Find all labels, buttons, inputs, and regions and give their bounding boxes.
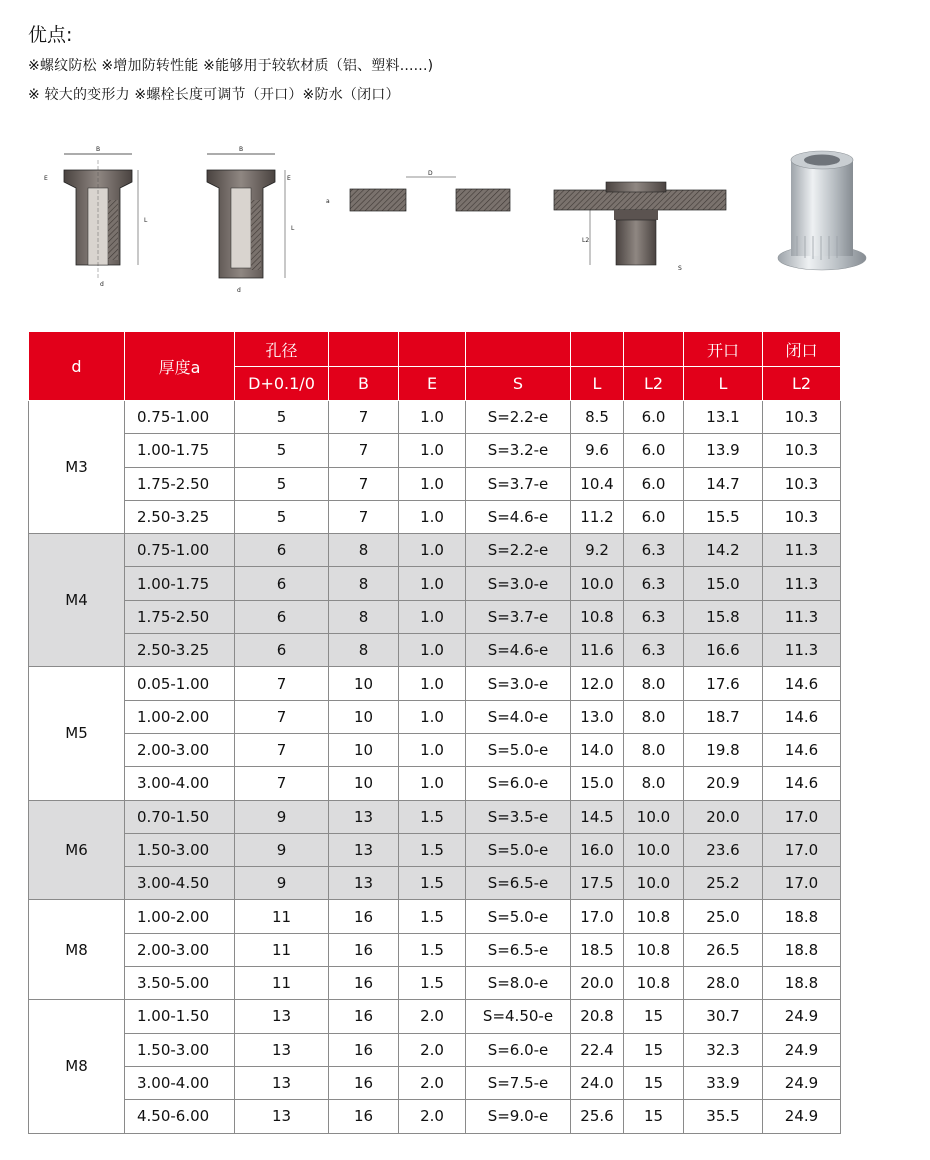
l2-cell: 15 bbox=[624, 1100, 684, 1133]
open-l-cell: 19.8 bbox=[684, 733, 763, 766]
e-cell: 2.0 bbox=[399, 1033, 466, 1066]
l-cell: 17.5 bbox=[571, 867, 624, 900]
l-cell: 14.0 bbox=[571, 733, 624, 766]
b-cell: 7 bbox=[329, 401, 399, 434]
hole-diameter-cell: 7 bbox=[235, 667, 329, 700]
l2-cell: 10.0 bbox=[624, 833, 684, 866]
hole-diameter-cell: 5 bbox=[235, 500, 329, 533]
l2-cell: 6.3 bbox=[624, 634, 684, 667]
hole-diameter-cell: 9 bbox=[235, 800, 329, 833]
table-row bbox=[29, 1100, 841, 1133]
s-cell: S=2.2-e bbox=[466, 534, 571, 567]
s-cell: S=5.0-e bbox=[466, 733, 571, 766]
e-cell: 1.0 bbox=[399, 500, 466, 533]
l-cell: 10.8 bbox=[571, 600, 624, 633]
table-row bbox=[29, 434, 841, 467]
s-cell: S=6.0-e bbox=[466, 767, 571, 800]
b-cell: 8 bbox=[329, 534, 399, 567]
table-row bbox=[29, 733, 841, 766]
hole-diameter-cell: 7 bbox=[235, 733, 329, 766]
l-cell: 22.4 bbox=[571, 1033, 624, 1066]
b-cell: 16 bbox=[329, 1066, 399, 1099]
closed-l2-cell: 17.0 bbox=[763, 833, 841, 866]
s-cell: S=4.6-e bbox=[466, 634, 571, 667]
closed-l2-cell: 18.8 bbox=[763, 900, 841, 933]
label-B: B bbox=[96, 146, 101, 153]
open-l-cell: 30.7 bbox=[684, 1000, 763, 1033]
table-row bbox=[29, 767, 841, 800]
hole-diameter-cell: 9 bbox=[235, 867, 329, 900]
thickness-cell: 3.00-4.50 bbox=[125, 867, 235, 900]
l-cell: 10.4 bbox=[571, 467, 624, 500]
s-cell: S=4.0-e bbox=[466, 700, 571, 733]
s-cell: S=3.0-e bbox=[466, 667, 571, 700]
label-L-2: L bbox=[291, 225, 295, 232]
s-cell: S=4.6-e bbox=[466, 500, 571, 533]
l2-cell: 6.3 bbox=[624, 600, 684, 633]
header-E: E bbox=[399, 367, 466, 401]
installed-rivet-nut-drawing bbox=[550, 170, 730, 290]
label-S: S bbox=[678, 265, 682, 272]
header-S: S bbox=[466, 367, 571, 401]
table-row bbox=[29, 967, 841, 1000]
header-open: 开口 bbox=[684, 332, 763, 367]
label-B-2: B bbox=[239, 146, 244, 153]
table-row bbox=[29, 800, 841, 833]
open-l-cell: 16.6 bbox=[684, 634, 763, 667]
header-blank bbox=[399, 332, 466, 367]
open-l-cell: 20.0 bbox=[684, 800, 763, 833]
closed-l2-cell: 24.9 bbox=[763, 1000, 841, 1033]
table-row bbox=[29, 500, 841, 533]
header-d: d bbox=[29, 332, 125, 401]
header-thickness: 厚度a bbox=[125, 332, 235, 401]
table-row bbox=[29, 900, 841, 933]
table-row bbox=[29, 467, 841, 500]
thickness-cell: 1.00-1.75 bbox=[125, 567, 235, 600]
e-cell: 1.5 bbox=[399, 933, 466, 966]
s-cell: S=4.50-e bbox=[466, 1000, 571, 1033]
thickness-cell: 0.75-1.00 bbox=[125, 401, 235, 434]
e-cell: 1.0 bbox=[399, 467, 466, 500]
b-cell: 10 bbox=[329, 733, 399, 766]
b-cell: 7 bbox=[329, 467, 399, 500]
header-blank bbox=[624, 332, 684, 367]
open-l-cell: 13.9 bbox=[684, 434, 763, 467]
size-cell: M4 bbox=[29, 534, 125, 667]
open-l-cell: 15.0 bbox=[684, 567, 763, 600]
l-cell: 9.6 bbox=[571, 434, 624, 467]
e-cell: 1.0 bbox=[399, 534, 466, 567]
open-l-cell: 25.0 bbox=[684, 900, 763, 933]
b-cell: 10 bbox=[329, 667, 399, 700]
b-cell: 16 bbox=[329, 900, 399, 933]
thickness-cell: 1.00-2.00 bbox=[125, 700, 235, 733]
e-cell: 1.0 bbox=[399, 667, 466, 700]
l2-cell: 6.0 bbox=[624, 500, 684, 533]
closed-l2-cell: 14.6 bbox=[763, 667, 841, 700]
l-cell: 11.2 bbox=[571, 500, 624, 533]
l-cell: 14.5 bbox=[571, 800, 624, 833]
closed-l2-cell: 24.9 bbox=[763, 1066, 841, 1099]
table-row bbox=[29, 634, 841, 667]
open-l-cell: 23.6 bbox=[684, 833, 763, 866]
header-blank bbox=[329, 332, 399, 367]
s-cell: S=6.5-e bbox=[466, 933, 571, 966]
closed-l2-cell: 24.9 bbox=[763, 1033, 841, 1066]
e-cell: 1.0 bbox=[399, 567, 466, 600]
s-cell: S=3.7-e bbox=[466, 600, 571, 633]
e-cell: 2.0 bbox=[399, 1100, 466, 1133]
closed-l2-cell: 11.3 bbox=[763, 600, 841, 633]
closed-l2-cell: 11.3 bbox=[763, 534, 841, 567]
s-cell: S=2.2-e bbox=[466, 401, 571, 434]
l-cell: 24.0 bbox=[571, 1066, 624, 1099]
header-blank bbox=[571, 332, 624, 367]
table-row bbox=[29, 700, 841, 733]
closed-l2-cell: 10.3 bbox=[763, 500, 841, 533]
l2-cell: 10.0 bbox=[624, 800, 684, 833]
size-cell: M5 bbox=[29, 667, 125, 800]
l2-cell: 10.8 bbox=[624, 900, 684, 933]
l2-cell: 15 bbox=[624, 1033, 684, 1066]
thickness-cell: 1.00-2.00 bbox=[125, 900, 235, 933]
rivet-nut-section-closed-drawing bbox=[195, 140, 315, 300]
label-d: d bbox=[100, 281, 104, 288]
l2-cell: 10.0 bbox=[624, 867, 684, 900]
open-l-cell: 17.6 bbox=[684, 667, 763, 700]
size-cell: M8 bbox=[29, 900, 125, 1000]
e-cell: 1.0 bbox=[399, 401, 466, 434]
closed-l2-cell: 10.3 bbox=[763, 467, 841, 500]
table-row bbox=[29, 933, 841, 966]
e-cell: 1.5 bbox=[399, 900, 466, 933]
hole-diameter-cell: 11 bbox=[235, 933, 329, 966]
hole-diameter-cell: 5 bbox=[235, 401, 329, 434]
table-row bbox=[29, 534, 841, 567]
closed-l2-cell: 11.3 bbox=[763, 567, 841, 600]
s-cell: S=8.0-e bbox=[466, 967, 571, 1000]
closed-l2-cell: 14.6 bbox=[763, 733, 841, 766]
closed-l2-cell: 18.8 bbox=[763, 967, 841, 1000]
l2-cell: 15 bbox=[624, 1066, 684, 1099]
b-cell: 8 bbox=[329, 634, 399, 667]
l2-cell: 8.0 bbox=[624, 733, 684, 766]
header-L2: L2 bbox=[624, 367, 684, 401]
l-cell: 9.2 bbox=[571, 534, 624, 567]
thickness-cell: 2.00-3.00 bbox=[125, 733, 235, 766]
s-cell: S=6.5-e bbox=[466, 867, 571, 900]
l2-cell: 6.3 bbox=[624, 567, 684, 600]
header-hole: 孔径 bbox=[235, 332, 329, 367]
closed-l2-cell: 10.3 bbox=[763, 434, 841, 467]
b-cell: 13 bbox=[329, 867, 399, 900]
b-cell: 10 bbox=[329, 767, 399, 800]
header-L: L bbox=[571, 367, 624, 401]
l-cell: 20.8 bbox=[571, 1000, 624, 1033]
open-l-cell: 13.1 bbox=[684, 401, 763, 434]
b-cell: 8 bbox=[329, 600, 399, 633]
specification-table-body bbox=[29, 401, 841, 1134]
open-l-cell: 15.5 bbox=[684, 500, 763, 533]
closed-l2-cell: 10.3 bbox=[763, 401, 841, 434]
table-row bbox=[29, 600, 841, 633]
l2-cell: 6.0 bbox=[624, 434, 684, 467]
table-row bbox=[29, 667, 841, 700]
e-cell: 1.0 bbox=[399, 700, 466, 733]
l2-cell: 10.8 bbox=[624, 933, 684, 966]
e-cell: 1.0 bbox=[399, 767, 466, 800]
label-d-2: d bbox=[237, 287, 241, 294]
s-cell: S=3.0-e bbox=[466, 567, 571, 600]
e-cell: 1.0 bbox=[399, 600, 466, 633]
closed-l2-cell: 24.9 bbox=[763, 1100, 841, 1133]
open-l-cell: 18.7 bbox=[684, 700, 763, 733]
table-row bbox=[29, 567, 841, 600]
size-cell: M3 bbox=[29, 401, 125, 534]
hole-diameter-cell: 5 bbox=[235, 434, 329, 467]
hole-diameter-cell: 13 bbox=[235, 1000, 329, 1033]
s-cell: S=3.2-e bbox=[466, 434, 571, 467]
l-cell: 8.5 bbox=[571, 401, 624, 434]
b-cell: 16 bbox=[329, 967, 399, 1000]
size-cell: M8 bbox=[29, 1000, 125, 1133]
hole-diameter-cell: 7 bbox=[235, 700, 329, 733]
s-cell: S=3.7-e bbox=[466, 467, 571, 500]
label-E-2: E bbox=[287, 175, 291, 182]
e-cell: 1.5 bbox=[399, 833, 466, 866]
advantages-line-1: ※螺纹防松 ※增加防转性能 ※能够用于较软材质（铝、塑料......) bbox=[28, 58, 434, 74]
closed-l2-cell: 11.3 bbox=[763, 634, 841, 667]
thickness-cell: 0.70-1.50 bbox=[125, 800, 235, 833]
header-closed: 闭口 bbox=[763, 332, 841, 367]
open-l-cell: 26.5 bbox=[684, 933, 763, 966]
thickness-cell: 1.00-1.50 bbox=[125, 1000, 235, 1033]
l-cell: 12.0 bbox=[571, 667, 624, 700]
advantages-title: 优点: bbox=[28, 24, 73, 46]
closed-l2-cell: 18.8 bbox=[763, 933, 841, 966]
e-cell: 1.0 bbox=[399, 634, 466, 667]
b-cell: 16 bbox=[329, 1033, 399, 1066]
open-l-cell: 25.2 bbox=[684, 867, 763, 900]
header-D: D+0.1/0 bbox=[235, 367, 329, 401]
hole-diameter-cell: 13 bbox=[235, 1066, 329, 1099]
b-cell: 16 bbox=[329, 1100, 399, 1133]
open-l-cell: 14.2 bbox=[684, 534, 763, 567]
table-row bbox=[29, 833, 841, 866]
b-cell: 10 bbox=[329, 700, 399, 733]
rivet-nut-product-photo bbox=[775, 140, 870, 280]
advantages-line-2: ※ 较大的变形力 ※螺栓长度可调节（开口）※防水（闭口） bbox=[28, 87, 400, 103]
b-cell: 7 bbox=[329, 434, 399, 467]
l-cell: 18.5 bbox=[571, 933, 624, 966]
thickness-cell: 1.75-2.50 bbox=[125, 467, 235, 500]
thickness-cell: 1.75-2.50 bbox=[125, 600, 235, 633]
label-L: L bbox=[144, 217, 148, 224]
hole-diameter-cell: 9 bbox=[235, 833, 329, 866]
table-row bbox=[29, 401, 841, 434]
label-a: a bbox=[326, 198, 330, 205]
s-cell: S=7.5-e bbox=[466, 1066, 571, 1099]
b-cell: 13 bbox=[329, 833, 399, 866]
l-cell: 17.0 bbox=[571, 900, 624, 933]
hole-diameter-cell: 6 bbox=[235, 600, 329, 633]
header-blank bbox=[466, 332, 571, 367]
l-cell: 11.6 bbox=[571, 634, 624, 667]
e-cell: 1.5 bbox=[399, 967, 466, 1000]
label-E: E bbox=[44, 175, 48, 182]
closed-l2-cell: 14.6 bbox=[763, 700, 841, 733]
size-cell: M6 bbox=[29, 800, 125, 900]
table-row bbox=[29, 1033, 841, 1066]
l-cell: 16.0 bbox=[571, 833, 624, 866]
open-l-cell: 32.3 bbox=[684, 1033, 763, 1066]
hole-diameter-cell: 6 bbox=[235, 567, 329, 600]
label-D: D bbox=[428, 170, 433, 177]
open-l-cell: 15.8 bbox=[684, 600, 763, 633]
l-cell: 20.0 bbox=[571, 967, 624, 1000]
hole-diameter-cell: 13 bbox=[235, 1033, 329, 1066]
l-cell: 25.6 bbox=[571, 1100, 624, 1133]
l2-cell: 15 bbox=[624, 1000, 684, 1033]
l2-cell: 6.3 bbox=[624, 534, 684, 567]
l2-cell: 8.0 bbox=[624, 767, 684, 800]
e-cell: 2.0 bbox=[399, 1000, 466, 1033]
hole-diameter-cell: 6 bbox=[235, 534, 329, 567]
hole-diameter-cell: 7 bbox=[235, 767, 329, 800]
thickness-cell: 2.00-3.00 bbox=[125, 933, 235, 966]
b-cell: 7 bbox=[329, 500, 399, 533]
thickness-cell: 1.50-3.00 bbox=[125, 1033, 235, 1066]
s-cell: S=5.0-e bbox=[466, 900, 571, 933]
hole-diameter-cell: 5 bbox=[235, 467, 329, 500]
open-l-cell: 14.7 bbox=[684, 467, 763, 500]
closed-l2-cell: 14.6 bbox=[763, 767, 841, 800]
table-row bbox=[29, 1066, 841, 1099]
e-cell: 1.0 bbox=[399, 434, 466, 467]
b-cell: 16 bbox=[329, 1000, 399, 1033]
s-cell: S=3.5-e bbox=[466, 800, 571, 833]
thickness-cell: 1.00-1.75 bbox=[125, 434, 235, 467]
thickness-cell: 1.50-3.00 bbox=[125, 833, 235, 866]
thickness-cell: 0.75-1.00 bbox=[125, 534, 235, 567]
table-row bbox=[29, 867, 841, 900]
e-cell: 1.5 bbox=[399, 867, 466, 900]
l-cell: 15.0 bbox=[571, 767, 624, 800]
rivet-nut-section-open-drawing bbox=[40, 140, 160, 300]
open-l-cell: 28.0 bbox=[684, 967, 763, 1000]
thickness-cell: 4.50-6.00 bbox=[125, 1100, 235, 1133]
hole-diameter-cell: 6 bbox=[235, 634, 329, 667]
b-cell: 13 bbox=[329, 800, 399, 833]
plate-hole-drawing bbox=[320, 165, 520, 225]
hole-diameter-cell: 11 bbox=[235, 967, 329, 1000]
label-L2: L2 bbox=[582, 237, 590, 244]
l-cell: 13.0 bbox=[571, 700, 624, 733]
s-cell: S=9.0-e bbox=[466, 1100, 571, 1133]
table-row bbox=[29, 1000, 841, 1033]
header-B: B bbox=[329, 367, 399, 401]
e-cell: 2.0 bbox=[399, 1066, 466, 1099]
specification-table bbox=[28, 331, 841, 1134]
s-cell: S=5.0-e bbox=[466, 833, 571, 866]
s-cell: S=6.0-e bbox=[466, 1033, 571, 1066]
l2-cell: 10.8 bbox=[624, 967, 684, 1000]
l2-cell: 6.0 bbox=[624, 401, 684, 434]
closed-l2-cell: 17.0 bbox=[763, 867, 841, 900]
closed-l2-cell: 17.0 bbox=[763, 800, 841, 833]
thickness-cell: 2.50-3.25 bbox=[125, 500, 235, 533]
l-cell: 10.0 bbox=[571, 567, 624, 600]
thickness-cell: 3.00-4.00 bbox=[125, 767, 235, 800]
header-closed-L2: L2 bbox=[763, 367, 841, 401]
open-l-cell: 20.9 bbox=[684, 767, 763, 800]
open-l-cell: 35.5 bbox=[684, 1100, 763, 1133]
l2-cell: 8.0 bbox=[624, 667, 684, 700]
thickness-cell: 2.50-3.25 bbox=[125, 634, 235, 667]
b-cell: 8 bbox=[329, 567, 399, 600]
thickness-cell: 3.00-4.00 bbox=[125, 1066, 235, 1099]
l2-cell: 6.0 bbox=[624, 467, 684, 500]
hole-diameter-cell: 13 bbox=[235, 1100, 329, 1133]
open-l-cell: 33.9 bbox=[684, 1066, 763, 1099]
e-cell: 1.0 bbox=[399, 733, 466, 766]
header-open-L: L bbox=[684, 367, 763, 401]
thickness-cell: 0.05-1.00 bbox=[125, 667, 235, 700]
thickness-cell: 3.50-5.00 bbox=[125, 967, 235, 1000]
l2-cell: 8.0 bbox=[624, 700, 684, 733]
hole-diameter-cell: 11 bbox=[235, 900, 329, 933]
e-cell: 1.5 bbox=[399, 800, 466, 833]
b-cell: 16 bbox=[329, 933, 399, 966]
